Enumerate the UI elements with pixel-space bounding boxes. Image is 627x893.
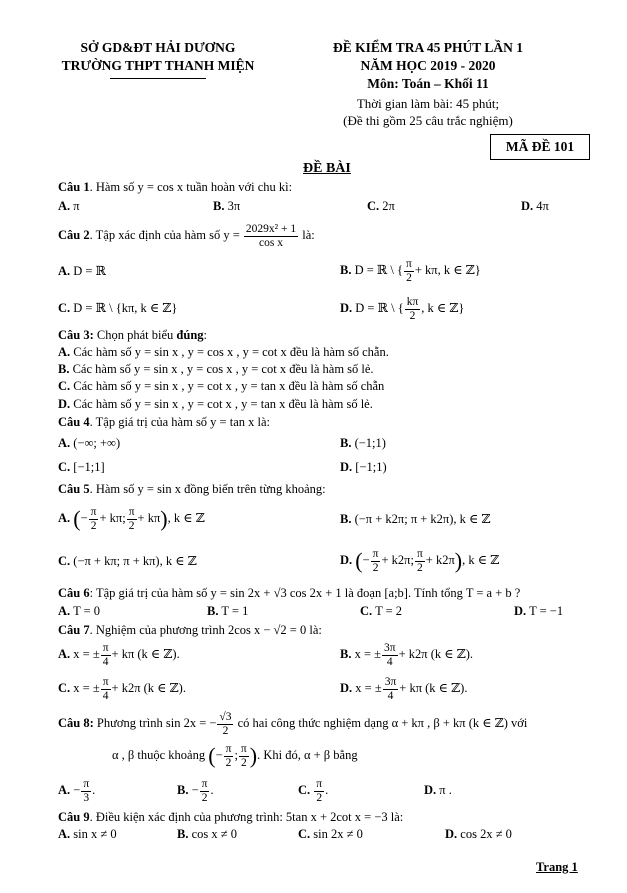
question-4: Câu 4. Tập giá trị của hàm số y = tan x là:: [58, 415, 270, 429]
q5-option-c: C. (−π + kπ; π + kπ), k ∈ ℤ: [58, 554, 197, 568]
question-2: Câu 2. Tập xác định của hàm số y = $\frac{\text{2029x² + 1}}{\text{cos x}}$ là:: [58, 222, 315, 249]
exam-code: MÃ ĐỀ 101: [505, 139, 575, 154]
subject: Môn: Toán – Khối 11: [367, 76, 489, 91]
q8-option-a: A. − $\frac{\pi}{3}$ .: [58, 777, 96, 804]
q7-option-b: B. x = ± $\frac{3\pi}{4}$ + k2π (k ∈ ℤ).: [340, 641, 474, 668]
header-underline: [110, 78, 206, 79]
question-7: Câu 7. Nghiệm của phương trình 2cos x − √2 = 0 là:: [58, 623, 322, 637]
q6-option-c: C. T = 2: [360, 604, 403, 618]
q1-option-a: A. π: [58, 199, 80, 213]
q3-option-b: B. Các hàm số y = sin x , y = cos x , y = cot x đều là hàm số lẻ.: [58, 362, 374, 376]
q4-option-a: A. (−∞; +∞): [58, 436, 121, 450]
q3-option-a: A. Các hàm số y = sin x , y = cos x , y = cot x đều là hàm số chẵn.: [58, 345, 389, 359]
q2-option-b: B. D = ℝ \ { $\frac{\pi}{2}$ + kπ, k ∈ ℤ}: [340, 257, 481, 284]
question-8: Câu 8: Phương trình sin 2x = − $\frac{√3}{2}$ có hai công thức nghiệm dạng α + kπ , β + kπ (k ∈ ℤ) với: [58, 710, 528, 737]
section-title: ĐỀ BÀI: [303, 161, 351, 176]
q2-fraction: $\frac{\text{2029x² + 1}}{\text{cos x}}$: [245, 222, 297, 249]
q5-option-a: A. (− $\frac{\pi}{2}$ + kπ; $\frac{\pi}{2}$ + kπ), k ∈ ℤ: [58, 505, 205, 532]
question-5: Câu 5. Hàm số y = sin x đồng biến trên từng khoảng:: [58, 482, 326, 496]
q9-option-d: D. cos 2x ≠ 0: [445, 827, 512, 841]
q2-option-c: C. D = ℝ \ {kπ, k ∈ ℤ}: [58, 301, 178, 315]
time-limit: Thời gian làm bài: 45 phút;: [356, 96, 500, 111]
q6-option-a: A. T = 0: [58, 604, 101, 618]
q5-option-d: D. (− $\frac{\pi}{2}$ + k2π; $\frac{\pi}{2}$ + k2π), k ∈ ℤ: [340, 547, 500, 574]
school-name: TRƯỜNG THPT THANH MIỆN: [61, 58, 255, 73]
question-8-line2: α , β thuộc khoảng (− $\frac{\pi}{2}$ ; $\frac{\pi}{2}$ ). Khi đó, α + β bằng: [112, 742, 358, 769]
q7-option-d: D. x = ± $\frac{3\pi}{4}$ + kπ (k ∈ ℤ).: [340, 675, 468, 702]
exam-code-box: [490, 134, 590, 160]
q1-option-d: D. 4π: [521, 199, 549, 213]
question-count: (Đề thi gồm 25 câu trắc nghiệm): [343, 113, 513, 128]
q9-option-c: C. sin 2x ≠ 0: [298, 827, 363, 841]
q1-option-c: C. 2π: [367, 199, 395, 213]
question-6: Câu 6: Tập giá trị của hàm số y = sin 2x + √3 cos 2x + 1 là đoạn [a;b]. Tính tổng T = a + b ?: [58, 586, 521, 600]
q8-option-b: B. − $\frac{\pi}{2}$ .: [177, 777, 214, 804]
school-year: NĂM HỌC 2019 - 2020: [360, 58, 496, 73]
dept-name: SỞ GD&ĐT HẢI DƯƠNG: [80, 40, 236, 55]
q8-option-d: D. π .: [424, 783, 452, 797]
q6-option-b: B. T = 1: [207, 604, 249, 618]
question-1: Câu 1. Hàm số y = cos x tuần hoàn với chu kì:: [58, 180, 293, 194]
page-number: Trang 1: [536, 860, 578, 874]
q3-option-c: C. Các hàm số y = sin x , y = cot x , y = tan x đều là hàm số chẵn: [58, 379, 385, 393]
question-3: Câu 3: Chọn phát biểu đúng:: [58, 328, 208, 342]
q4-option-d: D. [−1;1): [340, 460, 387, 474]
exam-title: ĐỀ KIỂM TRA 45 PHÚT LẦN 1: [332, 40, 524, 55]
q7-option-a: A. x = ± $\frac{\pi}{4}$ + kπ (k ∈ ℤ).: [58, 641, 180, 668]
q1-option-b: B. 3π: [213, 199, 241, 213]
q4-option-b: B. (−1;1): [340, 436, 386, 450]
q6-option-d: D. T = −1: [514, 604, 564, 618]
q2-option-a: A. D = ℝ: [58, 264, 106, 278]
q3-option-d: D. Các hàm số y = sin x , y = cot x , y = tan x đều là hàm số lẻ.: [58, 397, 373, 411]
q9-option-a: A. sin x ≠ 0: [58, 827, 117, 841]
q7-option-c: C. x = ± $\frac{\pi}{4}$ + k2π (k ∈ ℤ).: [58, 675, 186, 702]
q2-option-d: D. D = ℝ \ { $\frac{k\pi}{2}$ , k ∈ ℤ}: [340, 295, 465, 322]
q8-option-c: C. $\frac{\pi}{2}$ .: [298, 777, 329, 804]
q9-option-b: B. cos x ≠ 0: [177, 827, 237, 841]
q4-option-c: C. [−1;1]: [58, 460, 105, 474]
question-9: Câu 9. Điều kiện xác định của phương trình: 5tan x + 2cot x = −3 là:: [58, 810, 404, 824]
q5-option-b: B. (−π + k2π; π + k2π), k ∈ ℤ: [340, 512, 491, 526]
